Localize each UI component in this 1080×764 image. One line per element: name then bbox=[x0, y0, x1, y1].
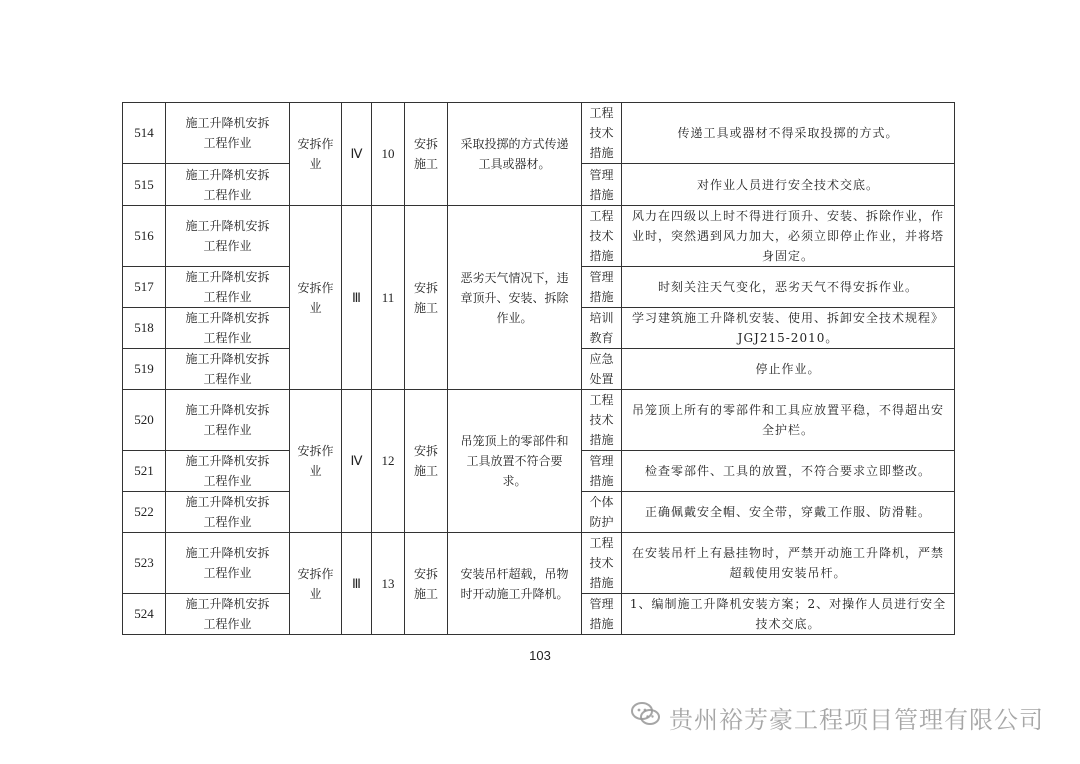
row-id: 515 bbox=[123, 164, 166, 206]
work-category-text: 安拆作业 bbox=[297, 280, 334, 315]
measure-type-text: 应急处置 bbox=[589, 352, 614, 386]
work-name-text: 施工升降机安拆工程作业 bbox=[185, 116, 270, 150]
control-measure bbox=[622, 492, 955, 533]
work-name bbox=[166, 451, 290, 492]
row-id: 523 bbox=[123, 533, 166, 594]
table-row bbox=[123, 390, 955, 451]
row-id: 517 bbox=[123, 267, 166, 308]
measure-type-text: 工程技术措施 bbox=[589, 536, 614, 590]
control-measure bbox=[622, 267, 955, 308]
control-measure bbox=[622, 206, 955, 267]
row-id: 522 bbox=[123, 492, 166, 533]
work-category-text: 安拆作业 bbox=[297, 566, 334, 601]
work-name-text: 施工升降机安拆工程作业 bbox=[185, 403, 270, 437]
control-measure-text: 风力在四级以上时不得进行顶升、安装、拆除作业，作业时，突然遇到风力加大，必须立即停止作业，并将塔身固定。 bbox=[631, 209, 944, 263]
control-measure bbox=[622, 451, 955, 492]
work-category bbox=[290, 533, 342, 635]
hazard-table bbox=[122, 102, 955, 635]
work-name bbox=[166, 492, 290, 533]
work-category bbox=[290, 206, 342, 390]
work-category-text: 安拆作业 bbox=[297, 137, 334, 171]
control-measure-text: 停止作业。 bbox=[755, 362, 821, 376]
work-type-text: 安拆施工 bbox=[413, 566, 438, 601]
hazard-description-text: 采取投掷的方式传递工具或器材。 bbox=[460, 137, 569, 171]
work-type-text: 安拆施工 bbox=[413, 444, 438, 478]
control-measure-text: 学习建筑施工升降机安装、使用、拆卸安全技术规程》JGJ215-2010。 bbox=[631, 311, 944, 345]
row-id: 521 bbox=[123, 451, 166, 492]
hazard-description-text: 安装吊杆超载，吊物时开动施工升降机。 bbox=[460, 566, 569, 601]
control-measure bbox=[622, 533, 955, 594]
measure-type bbox=[582, 492, 622, 533]
measure-type bbox=[582, 164, 622, 206]
hazard-seq: 12 bbox=[372, 390, 405, 533]
control-measure-text: 时刻关注天气变化，恶劣天气不得安拆作业。 bbox=[657, 280, 918, 294]
work-type bbox=[405, 206, 448, 390]
measure-type bbox=[582, 390, 622, 451]
risk-level: Ⅳ bbox=[342, 103, 372, 206]
hazard-seq: 13 bbox=[372, 533, 405, 635]
work-type-text: 安拆施工 bbox=[413, 280, 438, 315]
table-row bbox=[123, 103, 955, 164]
measure-type-text: 管理措施 bbox=[589, 454, 614, 488]
control-measure bbox=[622, 390, 955, 451]
control-measure-text: 检查零部件、工具的放置，不符合要求立即整改。 bbox=[644, 464, 931, 478]
work-name-text: 施工升降机安拆工程作业 bbox=[185, 454, 270, 488]
work-type bbox=[405, 103, 448, 206]
work-name bbox=[166, 349, 290, 390]
risk-level: Ⅳ bbox=[342, 390, 372, 533]
hazard-description bbox=[448, 390, 582, 533]
table-row bbox=[123, 533, 955, 594]
work-type-text: 安拆施工 bbox=[413, 137, 438, 171]
watermark-text: 贵州裕芳豪工程项目管理有限公司 bbox=[669, 705, 1044, 734]
row-id: 520 bbox=[123, 390, 166, 451]
hazard-description-text: 吊笼顶上的零部件和工具放置不符合要求。 bbox=[460, 434, 569, 488]
measure-type bbox=[582, 308, 622, 349]
measure-type bbox=[582, 451, 622, 492]
work-name bbox=[166, 267, 290, 308]
page-number: 103 bbox=[529, 648, 551, 663]
hazard-description bbox=[448, 206, 582, 390]
work-name-text: 施工升降机安拆工程作业 bbox=[185, 495, 270, 529]
measure-type bbox=[582, 267, 622, 308]
work-category-text: 安拆作业 bbox=[297, 444, 334, 478]
work-name-text: 施工升降机安拆工程作业 bbox=[185, 311, 270, 345]
measure-type-text: 管理措施 bbox=[589, 597, 614, 631]
work-name bbox=[166, 390, 290, 451]
control-measure bbox=[622, 103, 955, 164]
row-id: 514 bbox=[123, 103, 166, 164]
work-name bbox=[166, 594, 290, 635]
measure-type-text: 管理措施 bbox=[589, 167, 614, 202]
measure-type-text: 培训教育 bbox=[589, 311, 614, 345]
control-measure-text: 正确佩戴安全帽、安全带，穿戴工作服、防滑鞋。 bbox=[644, 505, 931, 519]
work-name-text: 施工升降机安拆工程作业 bbox=[185, 597, 270, 631]
control-measure bbox=[622, 164, 955, 206]
work-name-text: 施工升降机安拆工程作业 bbox=[185, 219, 270, 253]
table-row bbox=[123, 206, 955, 267]
measure-type bbox=[582, 349, 622, 390]
hazard-seq: 10 bbox=[372, 103, 405, 206]
measure-type bbox=[582, 594, 622, 635]
measure-type-text: 工程技术措施 bbox=[589, 393, 614, 447]
work-name-text: 施工升降机安拆工程作业 bbox=[185, 167, 270, 202]
row-id: 518 bbox=[123, 308, 166, 349]
risk-level: Ⅲ bbox=[342, 206, 372, 390]
control-measure-text: 1、编制施工升降机安装方案；2、对操作人员进行安全技术交底。 bbox=[629, 597, 947, 631]
watermark bbox=[631, 700, 1044, 734]
risk-level: Ⅲ bbox=[342, 533, 372, 635]
control-measure-text: 在安装吊杆上有悬挂物时，严禁开动施工升降机，严禁超载使用安装吊杆。 bbox=[631, 546, 944, 580]
work-name-text: 施工升降机安拆工程作业 bbox=[185, 270, 270, 304]
hazard-seq: 11 bbox=[372, 206, 405, 390]
wechat-icon bbox=[631, 701, 661, 733]
control-measure-text: 吊笼顶上所有的零部件和工具应放置平稳，不得超出安全护栏。 bbox=[631, 403, 944, 437]
work-type bbox=[405, 390, 448, 533]
measure-type bbox=[582, 206, 622, 267]
work-type bbox=[405, 533, 448, 635]
control-measure-text: 对作业人员进行安全技术交底。 bbox=[696, 177, 879, 192]
work-category bbox=[290, 390, 342, 533]
control-measure-text: 传递工具或器材不得采取投掷的方式。 bbox=[677, 126, 899, 140]
work-category bbox=[290, 103, 342, 206]
hazard-description bbox=[448, 103, 582, 206]
measure-type bbox=[582, 533, 622, 594]
row-id: 519 bbox=[123, 349, 166, 390]
measure-type-text: 工程技术措施 bbox=[589, 106, 614, 160]
control-measure bbox=[622, 349, 955, 390]
work-name bbox=[166, 308, 290, 349]
control-measure bbox=[622, 308, 955, 349]
work-name-text: 施工升降机安拆工程作业 bbox=[185, 352, 270, 386]
work-name bbox=[166, 206, 290, 267]
measure-type-text: 个体防护 bbox=[589, 495, 614, 529]
measure-type-text: 管理措施 bbox=[589, 270, 614, 304]
hazard-description-text: 恶劣天气情况下，违章顶升、安装、拆除作业。 bbox=[460, 270, 569, 325]
measure-type-text: 工程技术措施 bbox=[589, 209, 614, 263]
work-name bbox=[166, 103, 290, 164]
measure-type bbox=[582, 103, 622, 164]
row-id: 516 bbox=[123, 206, 166, 267]
hazard-description bbox=[448, 533, 582, 635]
row-id: 524 bbox=[123, 594, 166, 635]
work-name-text: 施工升降机安拆工程作业 bbox=[185, 546, 270, 580]
work-name bbox=[166, 533, 290, 594]
work-name bbox=[166, 164, 290, 206]
control-measure bbox=[622, 594, 955, 635]
